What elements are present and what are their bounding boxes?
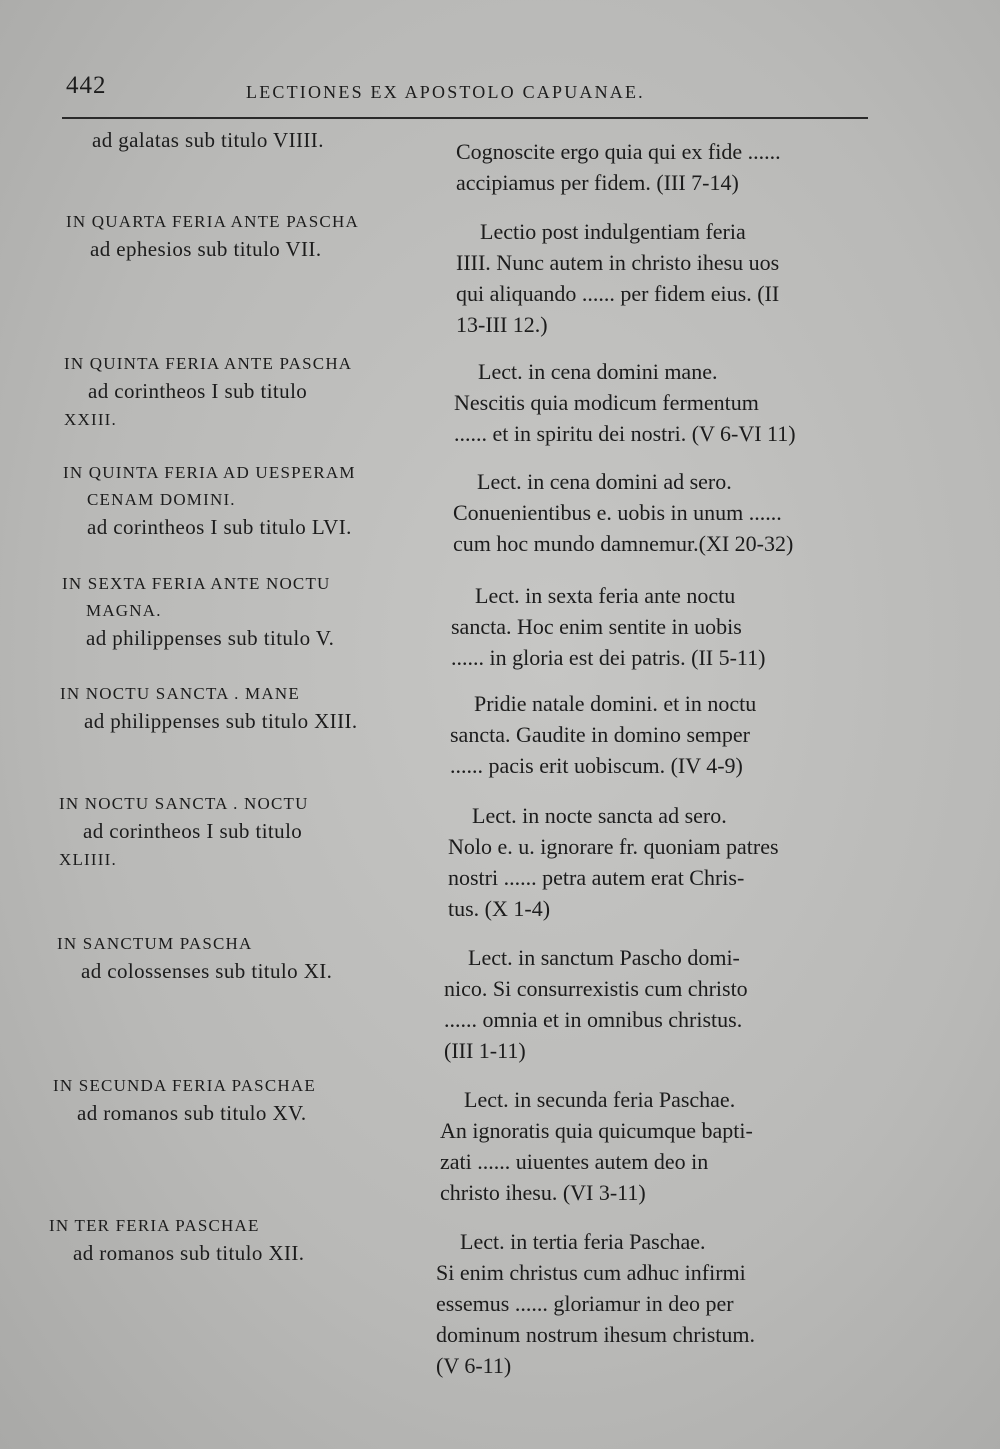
epistle-reference: ad romanos sub titulo XII. [73, 1241, 305, 1265]
left-entry [63, 459, 423, 542]
lection-line: Lectio post indulgentiam feria [480, 219, 746, 244]
right-entry [451, 580, 863, 673]
feast-heading: IN SECUNDA FERIA PASCHAE [53, 1076, 316, 1095]
lection-line: Lect. in cena domini mane. [478, 359, 718, 384]
left-entry [62, 570, 422, 653]
right-entry [453, 466, 865, 559]
lection-line: accipiamus per fidem. (III 7-14) [456, 170, 739, 195]
lection-line: sancta. Hoc enim sentite in uobis [451, 614, 742, 639]
lection-line: Lect. in sanctum Pascho domi- [468, 945, 740, 970]
lection-line: nico. Si consurrexistis cum christo [444, 976, 748, 1001]
page-number: 442 [66, 72, 107, 99]
epistle-reference-cont: XLIIII. [59, 850, 117, 869]
lection-line: Lect. in tertia feria Paschae. [460, 1229, 706, 1254]
lection-line: qui aliquando ...... per fidem eius. (II [456, 281, 780, 306]
lection-line: IIII. Nunc autem in christo ihesu uos [456, 250, 780, 275]
lection-line: Nolo e. u. ignorare fr. quoniam patres [448, 834, 779, 859]
feast-heading: IN SEXTA FERIA ANTE NOCTU [62, 574, 331, 593]
feast-heading: IN QUINTA FERIA ANTE PASCHA [64, 354, 353, 373]
feast-heading-cont: MAGNA. [86, 601, 162, 620]
lection-line: ...... pacis erit uobiscum. (IV 4-9) [450, 753, 743, 778]
epistle-reference: ad corintheos I sub titulo LVI. [87, 515, 352, 539]
lection-line: dominum nostrum ihesum christum. [436, 1322, 755, 1347]
left-entry [64, 350, 424, 433]
lection-line: 13-III 12.) [456, 312, 548, 337]
epistle-reference: ad ephesios sub titulo VII. [90, 237, 322, 261]
left-entry [53, 1072, 413, 1128]
epistle-reference: ad corintheos I sub titulo [83, 819, 303, 843]
right-entry [454, 356, 866, 449]
lection-line: Cognoscite ergo quia qui ex fide ...... [456, 139, 781, 164]
lection-line: ...... in gloria est dei patris. (II 5-11) [451, 645, 766, 670]
left-entry [49, 1212, 409, 1268]
header-rule [62, 117, 868, 119]
left-entry [60, 680, 420, 736]
right-entry [440, 1084, 852, 1208]
lection-line: Nescitis quia modicum fermentum [454, 390, 759, 415]
lection-line: Pridie natale domini. et in noctu [474, 691, 757, 716]
epistle-reference: ad corintheos I sub titulo [88, 379, 308, 403]
lection-line: tus. (X 1-4) [448, 896, 551, 921]
feast-heading: IN TER FERIA PASCHAE [49, 1216, 260, 1235]
lection-line: (III 1-11) [444, 1038, 526, 1063]
lection-line: cum hoc mundo damnemur.(XI 20-32) [453, 531, 794, 556]
lection-line: Lect. in sexta feria ante noctu [475, 583, 736, 608]
feast-heading: IN QUINTA FERIA AD UESPERAM [63, 463, 356, 482]
left-entry [66, 208, 426, 264]
feast-heading: IN NOCTU SANCTA . NOCTU [59, 794, 309, 813]
epistle-reference: ad colossenses sub titulo XI. [81, 959, 333, 983]
lection-line: (V 6-11) [436, 1353, 512, 1378]
feast-heading: IN QUARTA FERIA ANTE PASCHA [66, 212, 359, 231]
lection-line: An ignoratis quia quicumque bapti- [440, 1118, 753, 1143]
left-entry [59, 790, 419, 873]
lection-line: Si enim christus cum adhuc infirmi [436, 1260, 746, 1285]
epistle-reference: ad galatas sub titulo VIIII. [92, 128, 324, 152]
epistle-reference-cont: XXIII. [64, 410, 117, 429]
running-title: LECTIONES EX APOSTOLO CAPUANAE. [246, 82, 645, 102]
right-entry [448, 800, 860, 924]
lection-line: Lect. in nocte sancta ad sero. [472, 803, 727, 828]
right-entry [450, 688, 862, 781]
lection-line: Lect. in cena domini ad sero. [477, 469, 732, 494]
feast-heading-cont: CENAM DOMINI. [87, 490, 236, 509]
feast-heading: IN NOCTU SANCTA . MANE [60, 684, 300, 703]
left-entry [68, 126, 428, 155]
epistle-reference: ad philippenses sub titulo XIII. [84, 709, 358, 733]
right-entry [444, 942, 856, 1066]
lection-line: ...... omnia et in omnibus christus. [444, 1007, 743, 1032]
right-entry [456, 136, 868, 198]
lection-line: Lect. in secunda feria Paschae. [464, 1087, 736, 1112]
lection-line: christo ihesu. (VI 3-11) [440, 1180, 646, 1205]
lection-line: essemus ...... gloriamur in deo per [436, 1291, 734, 1316]
lection-line: zati ...... uiuentes autem deo in [440, 1149, 709, 1174]
feast-heading: IN SANCTUM PASCHA [57, 934, 253, 953]
left-entry [57, 930, 417, 986]
epistle-reference: ad romanos sub titulo XV. [77, 1101, 307, 1125]
lection-line: nostri ...... petra autem erat Chris- [448, 865, 745, 890]
right-entry [436, 1226, 848, 1381]
right-entry [456, 216, 868, 340]
page-header [66, 72, 866, 112]
lection-line: ...... et in spiritu dei nostri. (V 6-VI 11) [454, 421, 796, 446]
lection-line: sancta. Gaudite in domino semper [450, 722, 750, 747]
lection-line: Conuenientibus e. uobis in unum ...... [453, 500, 782, 525]
epistle-reference: ad philippenses sub titulo V. [86, 626, 335, 650]
